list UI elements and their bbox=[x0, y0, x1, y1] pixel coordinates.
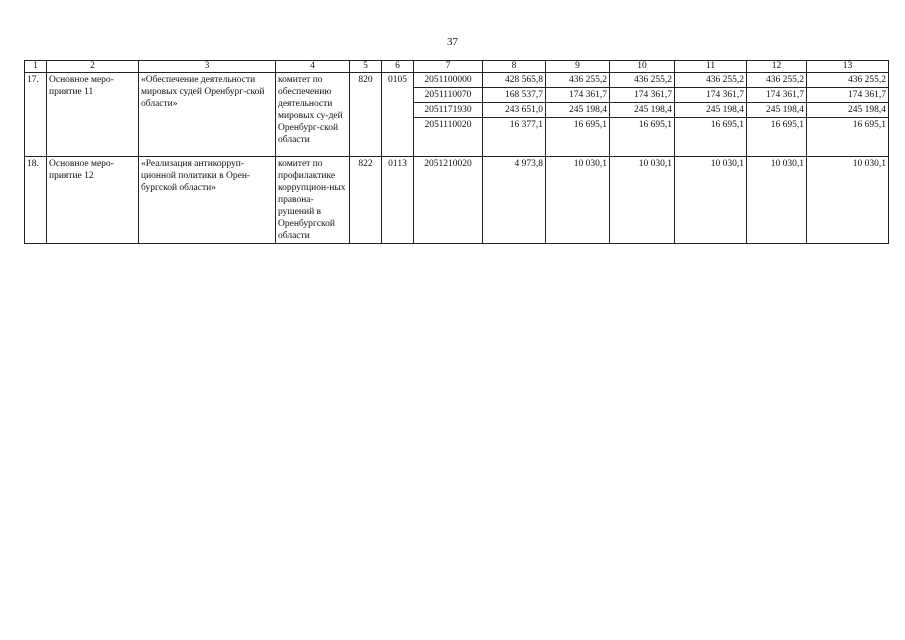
target-article-cell: 2051110070 bbox=[414, 88, 483, 103]
row-number-cell: 18. bbox=[25, 157, 47, 244]
program-title-cell: «Обеспечение деятельности мировых судей Оренбург-ской области» bbox=[139, 73, 276, 157]
amount-cell: 10 030,1 bbox=[747, 157, 807, 244]
column-header: 12 bbox=[747, 61, 807, 73]
amount-cell: 16 377,1 bbox=[483, 118, 546, 157]
amount-cell: 168 537,7 bbox=[483, 88, 546, 103]
amount-cell: 436 255,2 bbox=[747, 73, 807, 88]
event-name-cell: Основное меро-приятие 11 bbox=[47, 73, 139, 157]
grbs-code-cell: 822 bbox=[350, 157, 382, 244]
amount-cell: 436 255,2 bbox=[807, 73, 889, 88]
executor-cell: комитет по профилактике коррупцион-ных правона-рушений в Оренбургской области bbox=[276, 157, 350, 244]
column-header: 6 bbox=[382, 61, 414, 73]
column-header: 3 bbox=[139, 61, 276, 73]
amount-cell: 245 198,4 bbox=[807, 103, 889, 118]
column-header: 2 bbox=[47, 61, 139, 73]
column-header: 11 bbox=[675, 61, 747, 73]
amount-cell: 16 695,1 bbox=[807, 118, 889, 157]
page-number: 37 bbox=[447, 36, 458, 48]
amount-cell: 10 030,1 bbox=[675, 157, 747, 244]
amount-cell: 10 030,1 bbox=[807, 157, 889, 244]
amount-cell: 16 695,1 bbox=[747, 118, 807, 157]
amount-cell: 428 565,8 bbox=[483, 73, 546, 88]
amount-cell: 245 198,4 bbox=[610, 103, 675, 118]
column-header: 8 bbox=[483, 61, 546, 73]
amount-cell: 10 030,1 bbox=[610, 157, 675, 244]
column-header: 1 bbox=[25, 61, 47, 73]
grbs-code-cell: 820 bbox=[350, 73, 382, 157]
amount-cell: 436 255,2 bbox=[610, 73, 675, 88]
target-article-cell: 2051210020 bbox=[414, 157, 483, 244]
target-article-cell: 2051110020 bbox=[414, 118, 483, 157]
row-number-cell: 17. bbox=[25, 73, 47, 157]
amount-cell: 174 361,7 bbox=[546, 88, 610, 103]
amount-cell: 436 255,2 bbox=[546, 73, 610, 88]
amount-cell: 174 361,7 bbox=[610, 88, 675, 103]
amount-cell: 174 361,7 bbox=[747, 88, 807, 103]
amount-cell: 436 255,2 bbox=[675, 73, 747, 88]
amount-cell: 245 198,4 bbox=[675, 103, 747, 118]
amount-cell: 245 198,4 bbox=[747, 103, 807, 118]
target-article-cell: 2051171930 bbox=[414, 103, 483, 118]
amount-cell: 16 695,1 bbox=[675, 118, 747, 157]
column-header: 9 bbox=[546, 61, 610, 73]
section-code-cell: 0105 bbox=[382, 73, 414, 157]
amount-cell: 174 361,7 bbox=[675, 88, 747, 103]
amount-cell: 174 361,7 bbox=[807, 88, 889, 103]
column-header: 10 bbox=[610, 61, 675, 73]
amount-cell: 243 651,0 bbox=[483, 103, 546, 118]
column-header: 7 bbox=[414, 61, 483, 73]
column-header: 5 bbox=[350, 61, 382, 73]
column-header: 4 bbox=[276, 61, 350, 73]
program-title-cell: «Реализация антикорруп-ционной политики в Орен-бургской области» bbox=[139, 157, 276, 244]
section-code-cell: 0113 bbox=[382, 157, 414, 244]
amount-cell: 16 695,1 bbox=[546, 118, 610, 157]
column-header: 13 bbox=[807, 61, 889, 73]
table-row bbox=[25, 157, 889, 244]
amount-cell: 245 198,4 bbox=[546, 103, 610, 118]
event-name-cell: Основное меро-приятие 12 bbox=[47, 157, 139, 244]
target-article-cell: 2051100000 bbox=[414, 73, 483, 88]
table-header-row bbox=[25, 61, 889, 73]
budget-table bbox=[24, 60, 889, 244]
amount-cell: 16 695,1 bbox=[610, 118, 675, 157]
table-row bbox=[25, 73, 889, 88]
amount-cell: 4 973,8 bbox=[483, 157, 546, 244]
amount-cell: 10 030,1 bbox=[546, 157, 610, 244]
executor-cell: комитет по обеспечению деятельности мировых су-дей Оренбург-ской области bbox=[276, 73, 350, 157]
